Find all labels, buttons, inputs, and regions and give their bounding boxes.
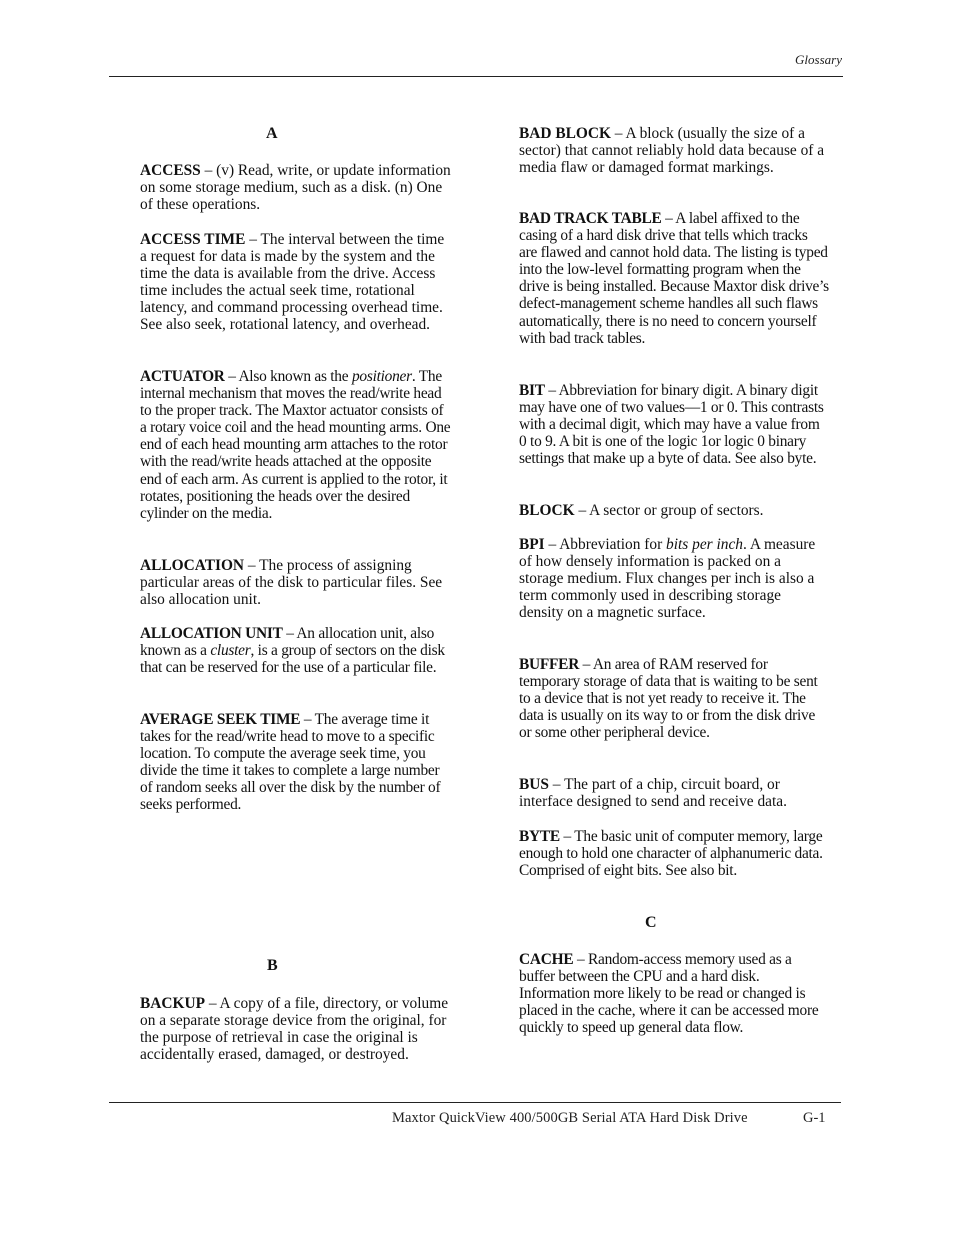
entry-term: AVERAGE SEEK TIME	[140, 711, 301, 728]
glossary-entry-cache	[519, 951, 829, 1036]
section-letter-a: A	[266, 125, 278, 142]
entry-term: CACHE	[519, 951, 574, 968]
entry-term: BACKUP	[140, 995, 205, 1012]
entry-definition: – A label affixed to the casing of a hard disk drive that tells which tracks are flawed and cannot hold data. The listing is typed into the low-level formatting program when the drive is being installed. Because Maxtor disk drive’s defect-management scheme handles all such flaws automatically, there is no need to concern yourself with bad track tables.	[519, 210, 829, 347]
glossary-entry-bpi	[519, 536, 829, 621]
entry-definition: – The part of a chip, circuit board, or interface designed to send and receive data.	[519, 776, 787, 811]
entry-term: BAD BLOCK	[519, 125, 611, 142]
glossary-entry-bit	[519, 382, 829, 467]
glossary-entry-access-time	[140, 231, 452, 334]
entry-definition: – The interval between the time a request for data is made by the system and the time the data is available from the drive. Access time includes the actual seek time, rotational latency, and command processing overhead time. See also seek, rotational latency, and overhead.	[140, 231, 445, 334]
header-rule	[109, 76, 843, 77]
footer-document-title: Maxtor QuickView 400/500GB Serial ATA Hard Disk Drive	[392, 1110, 748, 1126]
entry-definition: – The average time it takes for the read/write head to move to a specific location. To compute the average seek time, you divide the time it takes to complete a large number of random seeks all over the disk by the number of seeks performed.	[140, 711, 441, 814]
entry-definition: – The process of assigning particular areas of the disk to particular files. See also allocation unit.	[140, 557, 443, 609]
entry-definition: – Also known as the	[224, 368, 352, 385]
entry-definition: – The basic unit of computer memory, large enough to hold one character of alphanumeric data. Comprised of eight bits. See also bit.	[519, 828, 823, 880]
page-header-title: Glossary	[795, 52, 842, 67]
entry-italic-term: cluster	[210, 642, 251, 660]
glossary-entry-byte	[519, 828, 829, 879]
glossary-entry-block	[519, 502, 829, 519]
entry-term: BUFFER	[519, 656, 580, 673]
glossary-entry-allocation-unit	[140, 625, 452, 676]
entry-term: ALLOCATION UNIT	[140, 625, 283, 642]
entry-italic-term: bits per inch	[666, 536, 743, 553]
section-letter-c: C	[645, 914, 657, 931]
entry-definition: – Random-access memory used as a buffer between the CPU and a hard disk. Information more likely to be read or changed is placed in the cache, where it can be accessed more quickly to speed up general data flow.	[519, 951, 819, 1037]
entry-term: BUS	[519, 776, 549, 793]
entry-term: BAD TRACK TABLE	[519, 210, 662, 227]
entry-term: BLOCK	[519, 502, 575, 519]
glossary-entry-access	[140, 162, 452, 213]
entry-definition: – An allocation unit, also known as a	[140, 625, 435, 660]
entry-term: ACCESS TIME	[140, 231, 246, 248]
glossary-entry-actuator	[140, 368, 452, 522]
entry-term: ACCESS	[140, 162, 201, 179]
glossary-entry-bus	[519, 776, 829, 810]
entry-definition: – Abbreviation for	[544, 536, 667, 553]
entry-definition: – Abbreviation for binary digit. A binary digit may have one of two values—1 or 0. This contrasts with a decimal digit, which may have a value from 0 to 9. A bit is one of the logic 1or logic 0 binary settings that make up a byte of data. See also byte.	[519, 382, 824, 468]
entry-definition-cont: . A measure of how densely information is packed on a storage medium. Flux changes per inch is also a term commonly used in describing storage density on a magnetic surface.	[519, 536, 816, 622]
entry-italic-term: positioner	[351, 368, 412, 385]
glossary-entry-bad-track-table	[519, 210, 829, 347]
entry-definition: – A sector or group of sectors.	[574, 502, 764, 519]
entry-definition: – (v) Read, write, or update information on some storage medium, such as a disk. (n) One of these operations.	[140, 162, 451, 214]
entry-definition-cont: , is a group of sectors on the disk that can be reserved for the use of a particular file.	[140, 642, 445, 677]
footer-page-number: G-1	[803, 1110, 826, 1126]
entry-definition-cont: . The internal mechanism that moves the read/write head to the proper track. The Maxtor actuator consists of a rotary voice coil and the head mounting arms. One end of each head mounting arm attaches to the rotor with the read/write heads attached at the opposite end of each arm. As current is applied to the rotor, it rotates, positioning the heads over the desired cylinder on the media.	[140, 368, 451, 522]
glossary-entry-backup	[140, 995, 452, 1063]
entry-definition: – An area of RAM reserved for temporary storage of data that is waiting to be sent to a device that is not yet ready to receive it. The data is usually on its way to or from the disk drive or some other peripheral device.	[519, 656, 818, 742]
entry-term: BYTE	[519, 828, 560, 845]
glossary-entry-average-seek-time	[140, 711, 452, 814]
glossary-entry-allocation	[140, 557, 452, 608]
entry-term: ALLOCATION	[140, 557, 245, 574]
footer-rule	[109, 1102, 841, 1103]
entry-term: BPI	[519, 536, 545, 553]
entry-definition: – A copy of a file, directory, or volume on a separate storage device from the original, for the purpose of retrieval in case the original is accidentally erased, damaged, or destroyed.	[140, 995, 449, 1064]
glossary-entry-buffer	[519, 656, 829, 741]
glossary-entry-bad-block	[519, 125, 829, 176]
section-letter-b: B	[267, 957, 278, 974]
entry-term: ACTUATOR	[140, 368, 225, 385]
entry-definition: – A block (usually the size of a sector) that cannot reliably hold data because of a media flaw or damaged format markings.	[519, 125, 825, 177]
entry-term: BIT	[519, 382, 545, 399]
